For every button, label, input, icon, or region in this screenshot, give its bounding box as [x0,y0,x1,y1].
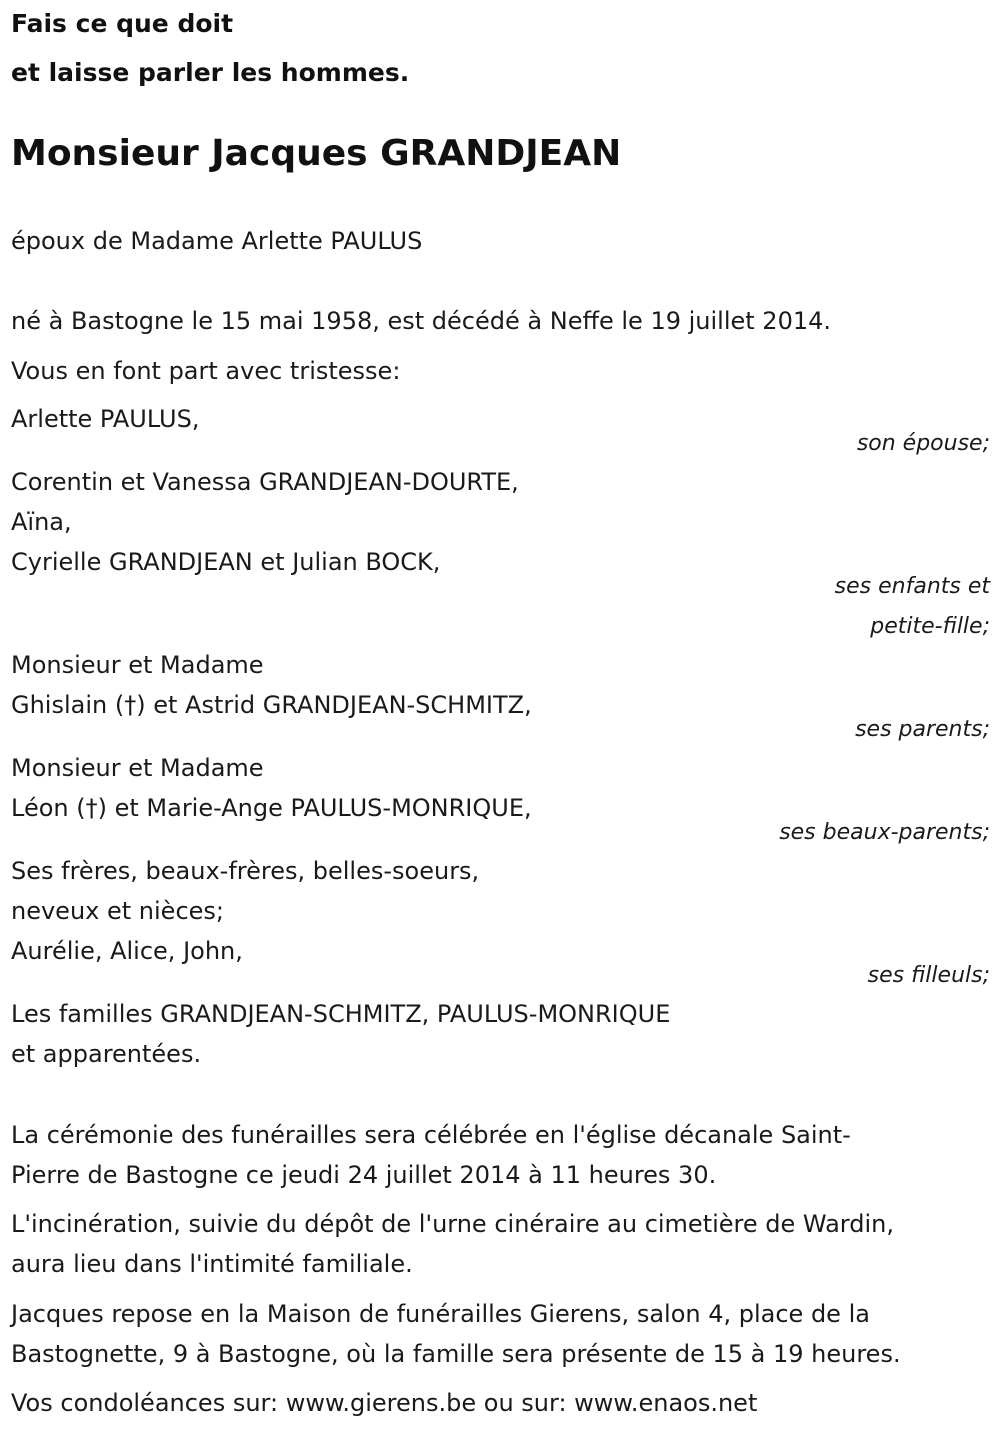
spouse-line: époux de Madame Arlette PAULUS [11,227,423,255]
ceremony-line-1: La cérémonie des funérailles sera célébrée en l'église décanale Saint- [11,1121,851,1149]
cremation-line-2: aura lieu dans l'intimité familiale. [11,1250,413,1278]
motto-line-2: et laisse parler les hommes. [11,58,410,87]
family-siblings-line-1: Ses frères, beaux-frères, belles-soeurs, [11,857,480,885]
family-inlaws-line-2: Léon (†) et Marie-Ange PAULUS-MONRIQUE, [11,794,532,822]
intro-line: Vous en font part avec tristesse: [11,357,401,385]
family-children-line-3: Cyrielle GRANDJEAN et Julian BOCK, [11,548,441,576]
family-spouse-name: Arlette PAULUS, [11,405,200,433]
family-children-line-1: Corentin et Vanessa GRANDJEAN-DOURTE, [11,468,519,496]
family-families-line-2: et apparentées. [11,1040,202,1068]
family-children-line-2: Aïna, [11,508,72,536]
deceased-name: Monsieur Jacques GRANDJEAN [11,133,622,174]
family-spouse-role: son épouse; [856,431,990,456]
family-parents-line-2: Ghislain (†) et Astrid GRANDJEAN-SCHMITZ, [11,691,532,719]
motto-line-1: Fais ce que doit [11,9,234,38]
family-parents-line-1: Monsieur et Madame [11,651,264,679]
family-inlaws-line-1: Monsieur et Madame [11,754,264,782]
family-parents-role: ses parents; [855,717,990,742]
family-siblings-line-3: Aurélie, Alice, John, [11,937,243,965]
family-families-line-1: Les familles GRANDJEAN-SCHMITZ, PAULUS-MONRIQUE [11,1000,671,1028]
rest-line-2: Bastognette, 9 à Bastogne, où la famille sera présente de 15 à 19 heures. [11,1340,901,1368]
ceremony-line-2: Pierre de Bastogne ce jeudi 24 juillet 2014 à 11 heures 30. [11,1161,717,1189]
condolences-line: Vos condoléances sur: www.gierens.be ou sur: www.enaos.net [11,1389,758,1417]
birth-death-line: né à Bastogne le 15 mai 1958, est décédé à Neffe le 19 juillet 2014. [11,307,832,335]
family-inlaws-role: ses beaux-parents; [779,820,990,845]
family-children-role-2: petite-fille; [870,614,990,639]
family-godchildren-role: ses filleuls; [867,963,990,988]
family-siblings-line-2: neveux et nièces; [11,897,224,925]
family-children-role-1: ses enfants et [834,574,990,599]
cremation-line-1: L'incinération, suivie du dépôt de l'urne cinéraire au cimetière de Wardin, [11,1210,894,1238]
rest-line-1: Jacques repose en la Maison de funérailles Gierens, salon 4, place de la [11,1300,870,1328]
